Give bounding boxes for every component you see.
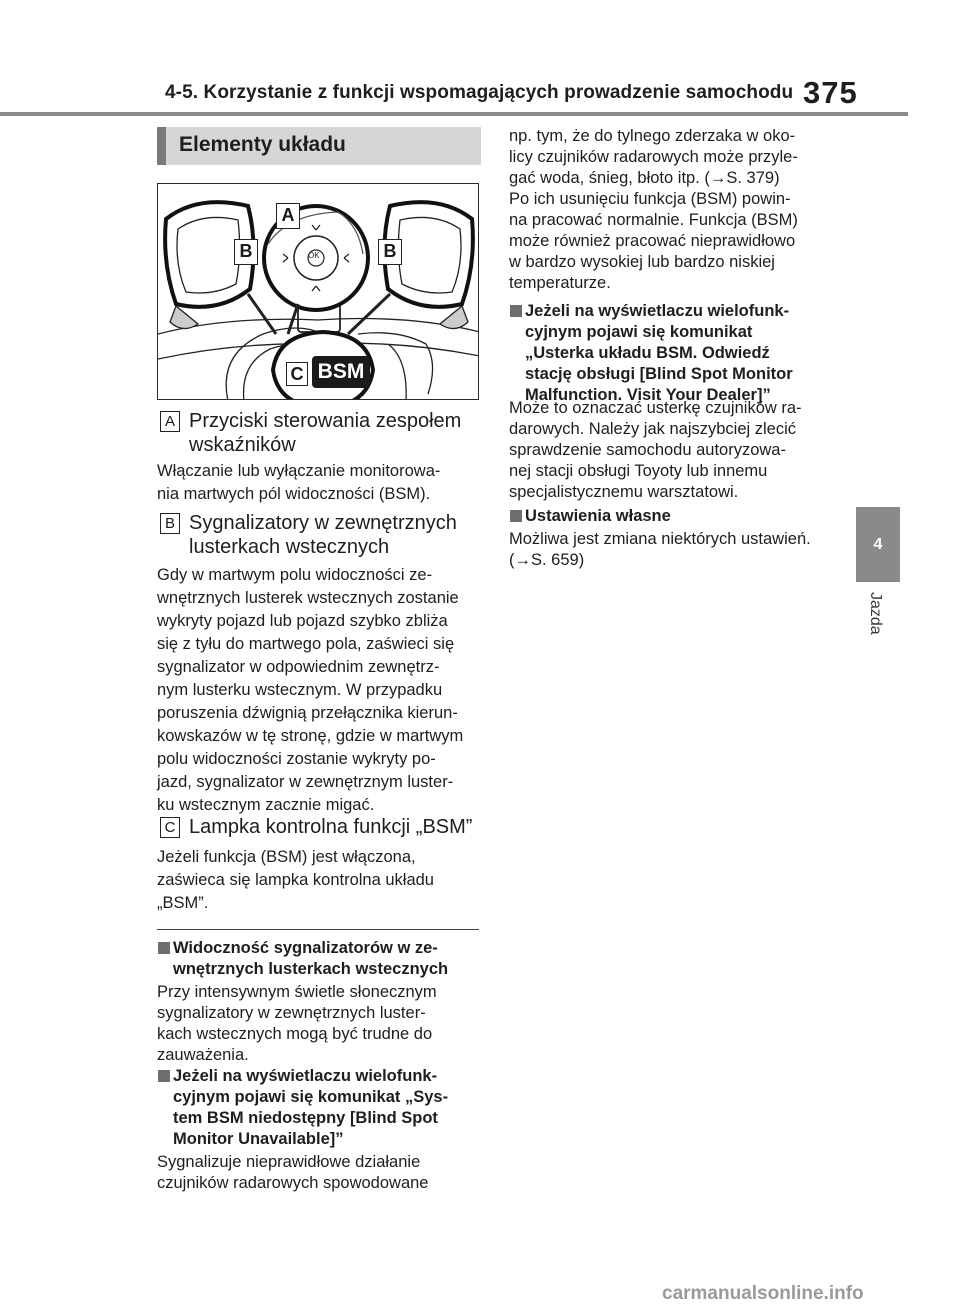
item-b-title-line2: lusterkach wstecznych (189, 536, 390, 558)
item-c-body (157, 846, 482, 915)
section-heading-text: Elementy układu (179, 133, 346, 156)
note-body-settings (509, 529, 839, 571)
item-b-body-line: się z tyłu do martwego pola, zaświeci się (157, 635, 455, 653)
note-body-line: specjalistycznemu warsztatowi. (509, 483, 739, 501)
item-c-body-line: zaświeca się lampka kontrolna układu (157, 871, 434, 889)
note-heading-line: Jeżeli na wyświetlaczu wielofunk- (173, 1067, 438, 1085)
note-heading-line: Monitor Unavailable]” (173, 1130, 344, 1148)
continuation-line: może również pracować nieprawidłowo (509, 232, 796, 250)
section-heading (157, 127, 481, 165)
note-body-unavailable (157, 1152, 482, 1194)
chapter-label: Jazda (867, 592, 884, 635)
continuation-line: w bardzo wysokiej lub bardzo niskiej (509, 253, 775, 271)
item-a-body (157, 460, 482, 506)
item-a-title (189, 409, 481, 457)
note-heading-line: Malfunction. Visit Your Dealer]” (525, 386, 771, 404)
figure-label-a: A (276, 203, 300, 229)
figure-label-c: C (286, 362, 308, 386)
page-number: 375 (803, 75, 858, 110)
square-bullet-icon (158, 942, 170, 954)
continuation-line: na pracować normalnie. Funkcja (BSM) (509, 211, 798, 229)
note-body-malfunction (509, 398, 839, 503)
continuation-line: licy czujników radarowych może przyle- (509, 148, 798, 166)
watermark: carmanualsonline.info (662, 1283, 864, 1304)
header-rule (0, 112, 908, 116)
item-b-body-line: poruszenia dźwignią przełącznika kierun- (157, 704, 458, 722)
note-heading-line: cyjnym pojawi się komunikat „Sys- (173, 1088, 449, 1106)
note-body-line: sprawdzenie samochodu autoryzowa- (509, 441, 786, 459)
divider-rule (157, 929, 479, 930)
item-c-body-line: „BSM”. (157, 894, 209, 912)
page-header-title: 4-5. Korzystanie z funkcji wspomagających prowadzenie samochodu (165, 82, 794, 103)
note-heading-unavailable (173, 1066, 483, 1150)
note-body-line: Może to oznaczać usterkę czujników ra- (509, 399, 802, 417)
item-b-body-line: wykryty pojazd lub pojazd szybko zbliża (157, 612, 448, 630)
item-c-title-line1: Lampka kontrolna funkcji „BSM” (189, 816, 473, 838)
chapter-tab: 4 (856, 507, 900, 582)
note-heading-line: wnętrznych lusterkach wstecznych (173, 960, 449, 978)
square-bullet-icon (158, 1070, 170, 1082)
bsm-indicator-badge: BSM (312, 356, 370, 388)
note-body-line: Sygnalizuje nieprawidłowe działanie (157, 1153, 421, 1171)
item-marker-b: B (160, 513, 180, 534)
item-c-title (189, 815, 481, 839)
note-body-line: (→S. 659) (509, 551, 585, 569)
right-continuation (509, 126, 839, 294)
item-b-body-line: kowskazów w tę stronę, gdzie w martwym (157, 727, 464, 745)
figure-label-b-left: B (234, 239, 258, 265)
note-heading-malfunction (525, 301, 845, 406)
item-b-body-line: jazd, sygnalizator w zewnętrznym luster- (157, 773, 454, 791)
note-body-line: zauważenia. (157, 1046, 249, 1064)
item-b-body-line: nym lusterku wstecznym. W przypadku (157, 681, 443, 699)
note-heading-line: cyjnym pojawi się komunikat (525, 323, 753, 341)
item-marker-a: A (160, 411, 180, 432)
item-b-body-line: sygnalizator w odpowiednim zewnętrz- (157, 658, 440, 676)
note-heading-line: tem BSM niedostępny [Blind Spot (173, 1109, 438, 1127)
square-bullet-icon (510, 510, 522, 522)
figure-label-b-right: B (378, 239, 402, 265)
note-body-line: darowych. Należy jak najszybciej zlecić (509, 420, 797, 438)
note-heading-settings (525, 506, 845, 527)
item-b-title (189, 511, 481, 559)
item-a-title-line1: Przyciski sterowania zespołem (189, 410, 462, 432)
item-a-body-line: nia martwych pól widoczności (BSM). (157, 485, 431, 503)
continuation-line: temperaturze. (509, 274, 611, 292)
continuation-line: gać woda, śnieg, błoto itp. (→S. 379) (509, 169, 780, 187)
note-heading-line: stację obsługi [Blind Spot Monitor (525, 365, 793, 383)
square-bullet-icon (510, 305, 522, 317)
continuation-line: np. tym, że do tylnego zderzaka w oko- (509, 127, 796, 145)
note-body-line: sygnalizatory w zewnętrznych luster- (157, 1004, 426, 1022)
item-b-body-line: Gdy w martwym polu widoczności ze- (157, 566, 433, 584)
note-heading-visibility (173, 938, 483, 980)
item-b-title-line1: Sygnalizatory w zewnętrznych (189, 512, 457, 534)
note-body-line: nej stacji obsługi Toyoty lub innemu (509, 462, 768, 480)
note-heading-line: „Usterka układu BSM. Odwiedź (525, 344, 770, 362)
item-b-body-line: ku wstecznym zacznie migać. (157, 796, 375, 814)
note-body-line: czujników radarowych spowodowane (157, 1174, 429, 1192)
note-heading-line: Jeżeli na wyświetlaczu wielofunk- (525, 302, 790, 320)
item-a-body-line: Włączanie lub wyłączanie monitorowa- (157, 462, 441, 480)
item-b-body-line: wnętrznych lusterek wstecznych zostanie (157, 589, 459, 607)
note-heading-line: Widoczność sygnalizatorów w ze- (173, 939, 438, 957)
item-b-body (157, 564, 482, 817)
note-body-visibility (157, 982, 482, 1066)
note-heading-line: Ustawienia własne (525, 507, 671, 525)
note-body-line: Możliwa jest zmiana niektórych ustawień. (509, 530, 811, 548)
item-marker-c: C (160, 817, 180, 838)
note-body-line: kach wstecznych mogą być trudne do (157, 1025, 433, 1043)
item-b-body-line: polu widoczności zostanie wykryty po- (157, 750, 436, 768)
ok-button-label: OK (308, 251, 320, 260)
item-a-title-line2: wskaźników (189, 434, 296, 456)
continuation-line: Po ich usunięciu funkcja (BSM) powin- (509, 190, 791, 208)
item-c-body-line: Jeżeli funkcja (BSM) jest włączona, (157, 848, 416, 866)
note-body-line: Przy intensywnym świetle słonecznym (157, 983, 437, 1001)
